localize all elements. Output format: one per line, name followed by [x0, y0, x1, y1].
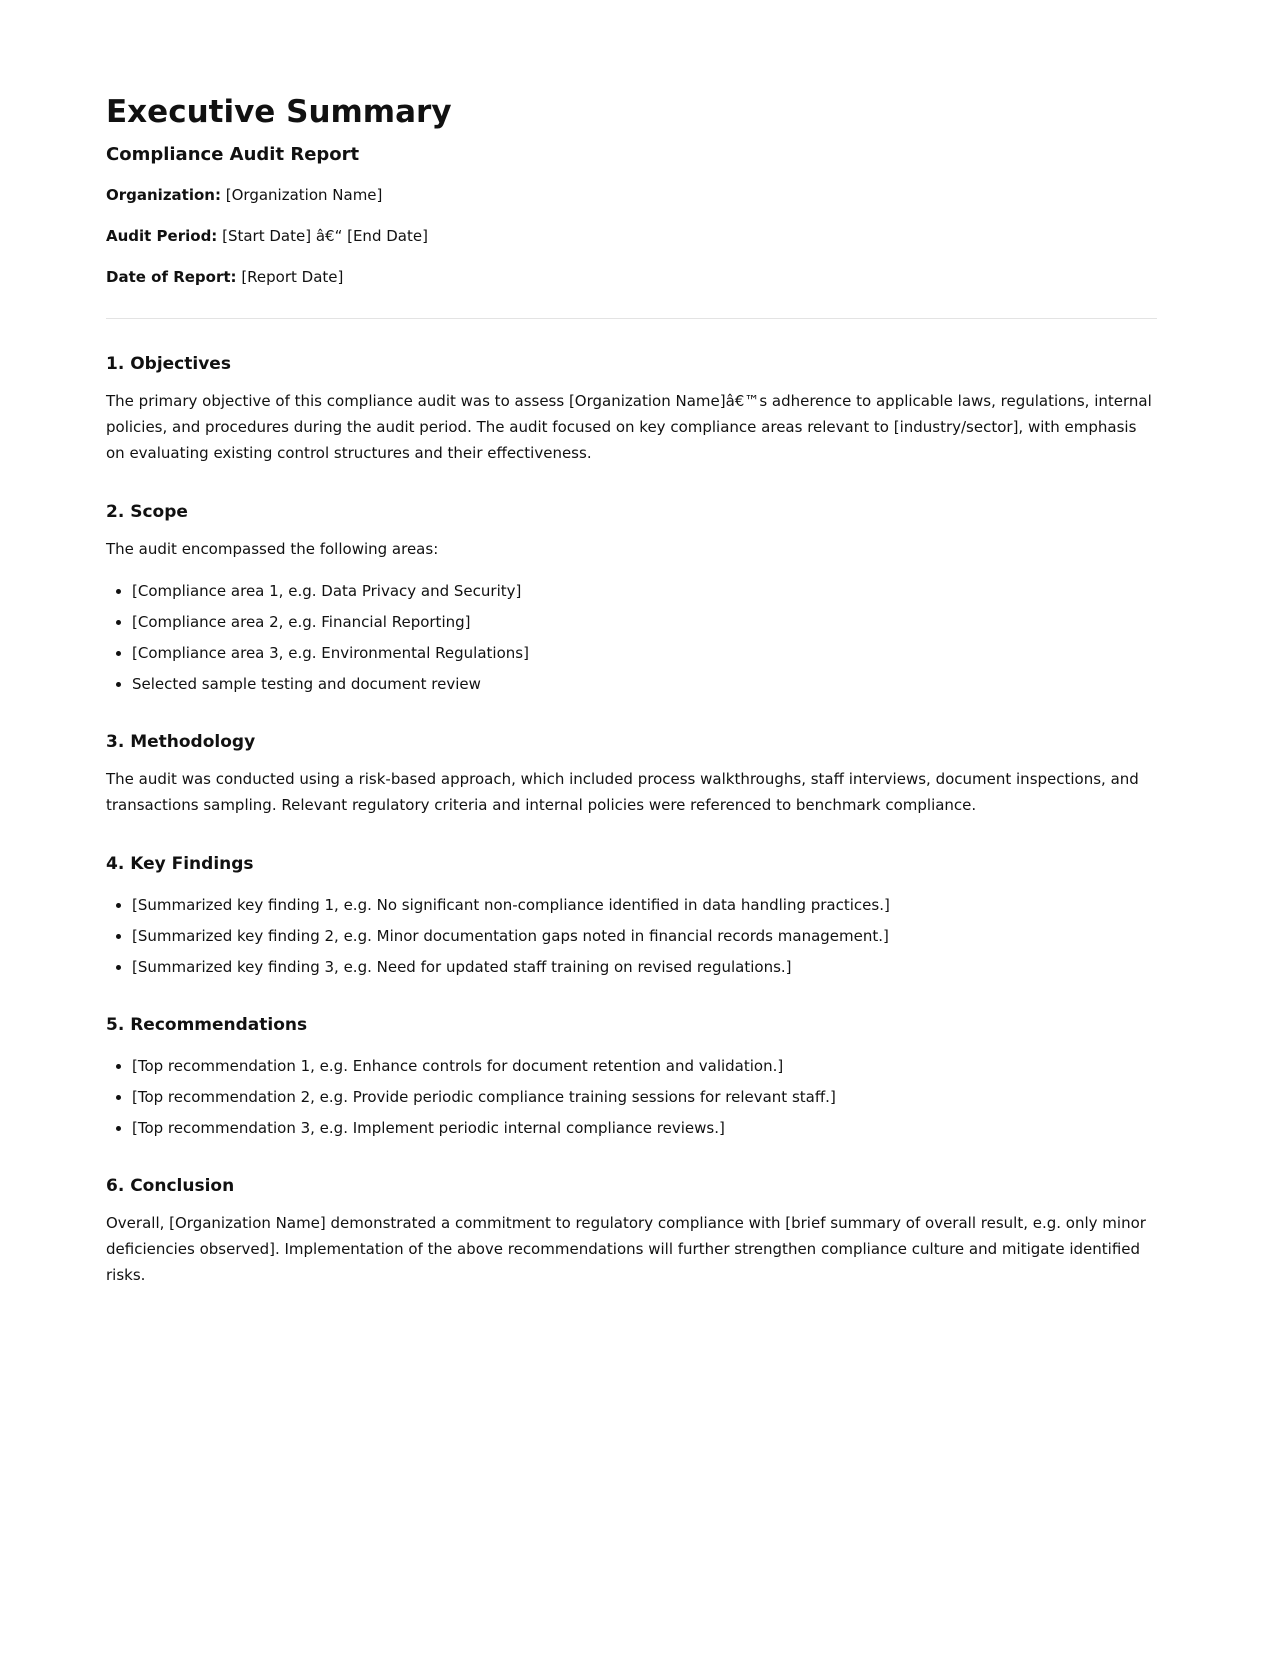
meta-report-date-label: Date of Report:	[106, 268, 237, 286]
meta-audit-period-value: [Start Date] â€“ [End Date]	[222, 227, 428, 245]
meta-organization-value: [Organization Name]	[225, 186, 383, 204]
section-text-scope: The audit encompassed the following areas:	[106, 540, 439, 558]
list-item: • [Top recommendation 1, e.g. Enhance controls for document retention and validation.]	[132, 1055, 1157, 1077]
section-heading-methodology: 3. Methodology	[106, 732, 256, 752]
list-item: • [Compliance area 1, e.g. Data Privacy and Security]	[132, 580, 1157, 602]
findings-list	[106, 894, 1157, 978]
list-item: • [Top recommendation 3, e.g. Implement periodic internal compliance reviews.]	[132, 1117, 1157, 1139]
section-heading-scope: 2. Scope	[106, 502, 188, 522]
list-item: • [Compliance area 2, e.g. Financial Reporting]	[132, 611, 1157, 633]
list-item: • [Compliance area 3, e.g. Environmental Regulations]	[132, 642, 1157, 664]
section-key-findings	[106, 852, 1157, 978]
section-heading-conclusion: 6. Conclusion	[106, 1176, 235, 1196]
section-methodology	[106, 730, 1157, 818]
meta-audit-period	[106, 225, 1157, 247]
section-heading-recommendations: 5. Recommendations	[106, 1015, 308, 1035]
meta-audit-period-label: Audit Period:	[106, 227, 218, 245]
recommendations-list	[106, 1055, 1157, 1139]
meta-report-date-value: [Report Date]	[241, 268, 344, 286]
list-item: • [Summarized key finding 2, e.g. Minor documentation gaps noted in financial records management.]	[132, 925, 1157, 947]
section-recommendations	[106, 1013, 1157, 1139]
section-text-conclusion: Overall, [Organization Name] demonstrated a commitment to regulatory compliance with [brief summary of overall result, e.g. only minor deficiencies observed]. Implementation of the above recommendations will further strengthen compliance culture and mitigate identified risks.	[106, 1214, 1146, 1284]
list-item: • Selected sample testing and document review	[132, 673, 1157, 695]
list-item: • [Top recommendation 2, e.g. Provide periodic compliance training sessions for relevant staff.]	[132, 1086, 1157, 1108]
section-scope	[106, 500, 1157, 695]
section-objectives	[106, 352, 1157, 466]
section-conclusion	[106, 1174, 1157, 1288]
header-divider	[106, 318, 1157, 319]
list-item: • [Summarized key finding 3, e.g. Need for updated staff training on revised regulations.]	[132, 956, 1157, 978]
section-heading-objectives: 1. Objectives	[106, 354, 231, 374]
scope-list	[106, 580, 1157, 695]
page-title: Executive Summary	[106, 94, 452, 130]
meta-organization	[106, 184, 1157, 206]
section-text-objectives: The primary objective of this compliance audit was to assess [Organization Name]â€™s adherence to applicable laws, regulations, internal policies, and procedures during the audit period. The audit focused on key compliance areas relevant to [industry/sector], with emphasis on evaluating existing control structures and their effectiveness.	[106, 392, 1152, 462]
meta-report-date	[106, 266, 1157, 288]
meta-organization-label: Organization:	[106, 186, 221, 204]
list-item: • [Summarized key finding 1, e.g. No significant non-compliance identified in data handling practices.]	[132, 894, 1157, 916]
section-text-methodology: The audit was conducted using a risk-based approach, which included process walkthroughs, staff interviews, document inspections, and transactions sampling. Relevant regulatory criteria and internal policies were referenced to benchmark compliance.	[106, 770, 1139, 814]
section-heading-key-findings: 4. Key Findings	[106, 854, 254, 874]
page-subtitle: Compliance Audit Report	[106, 144, 360, 165]
